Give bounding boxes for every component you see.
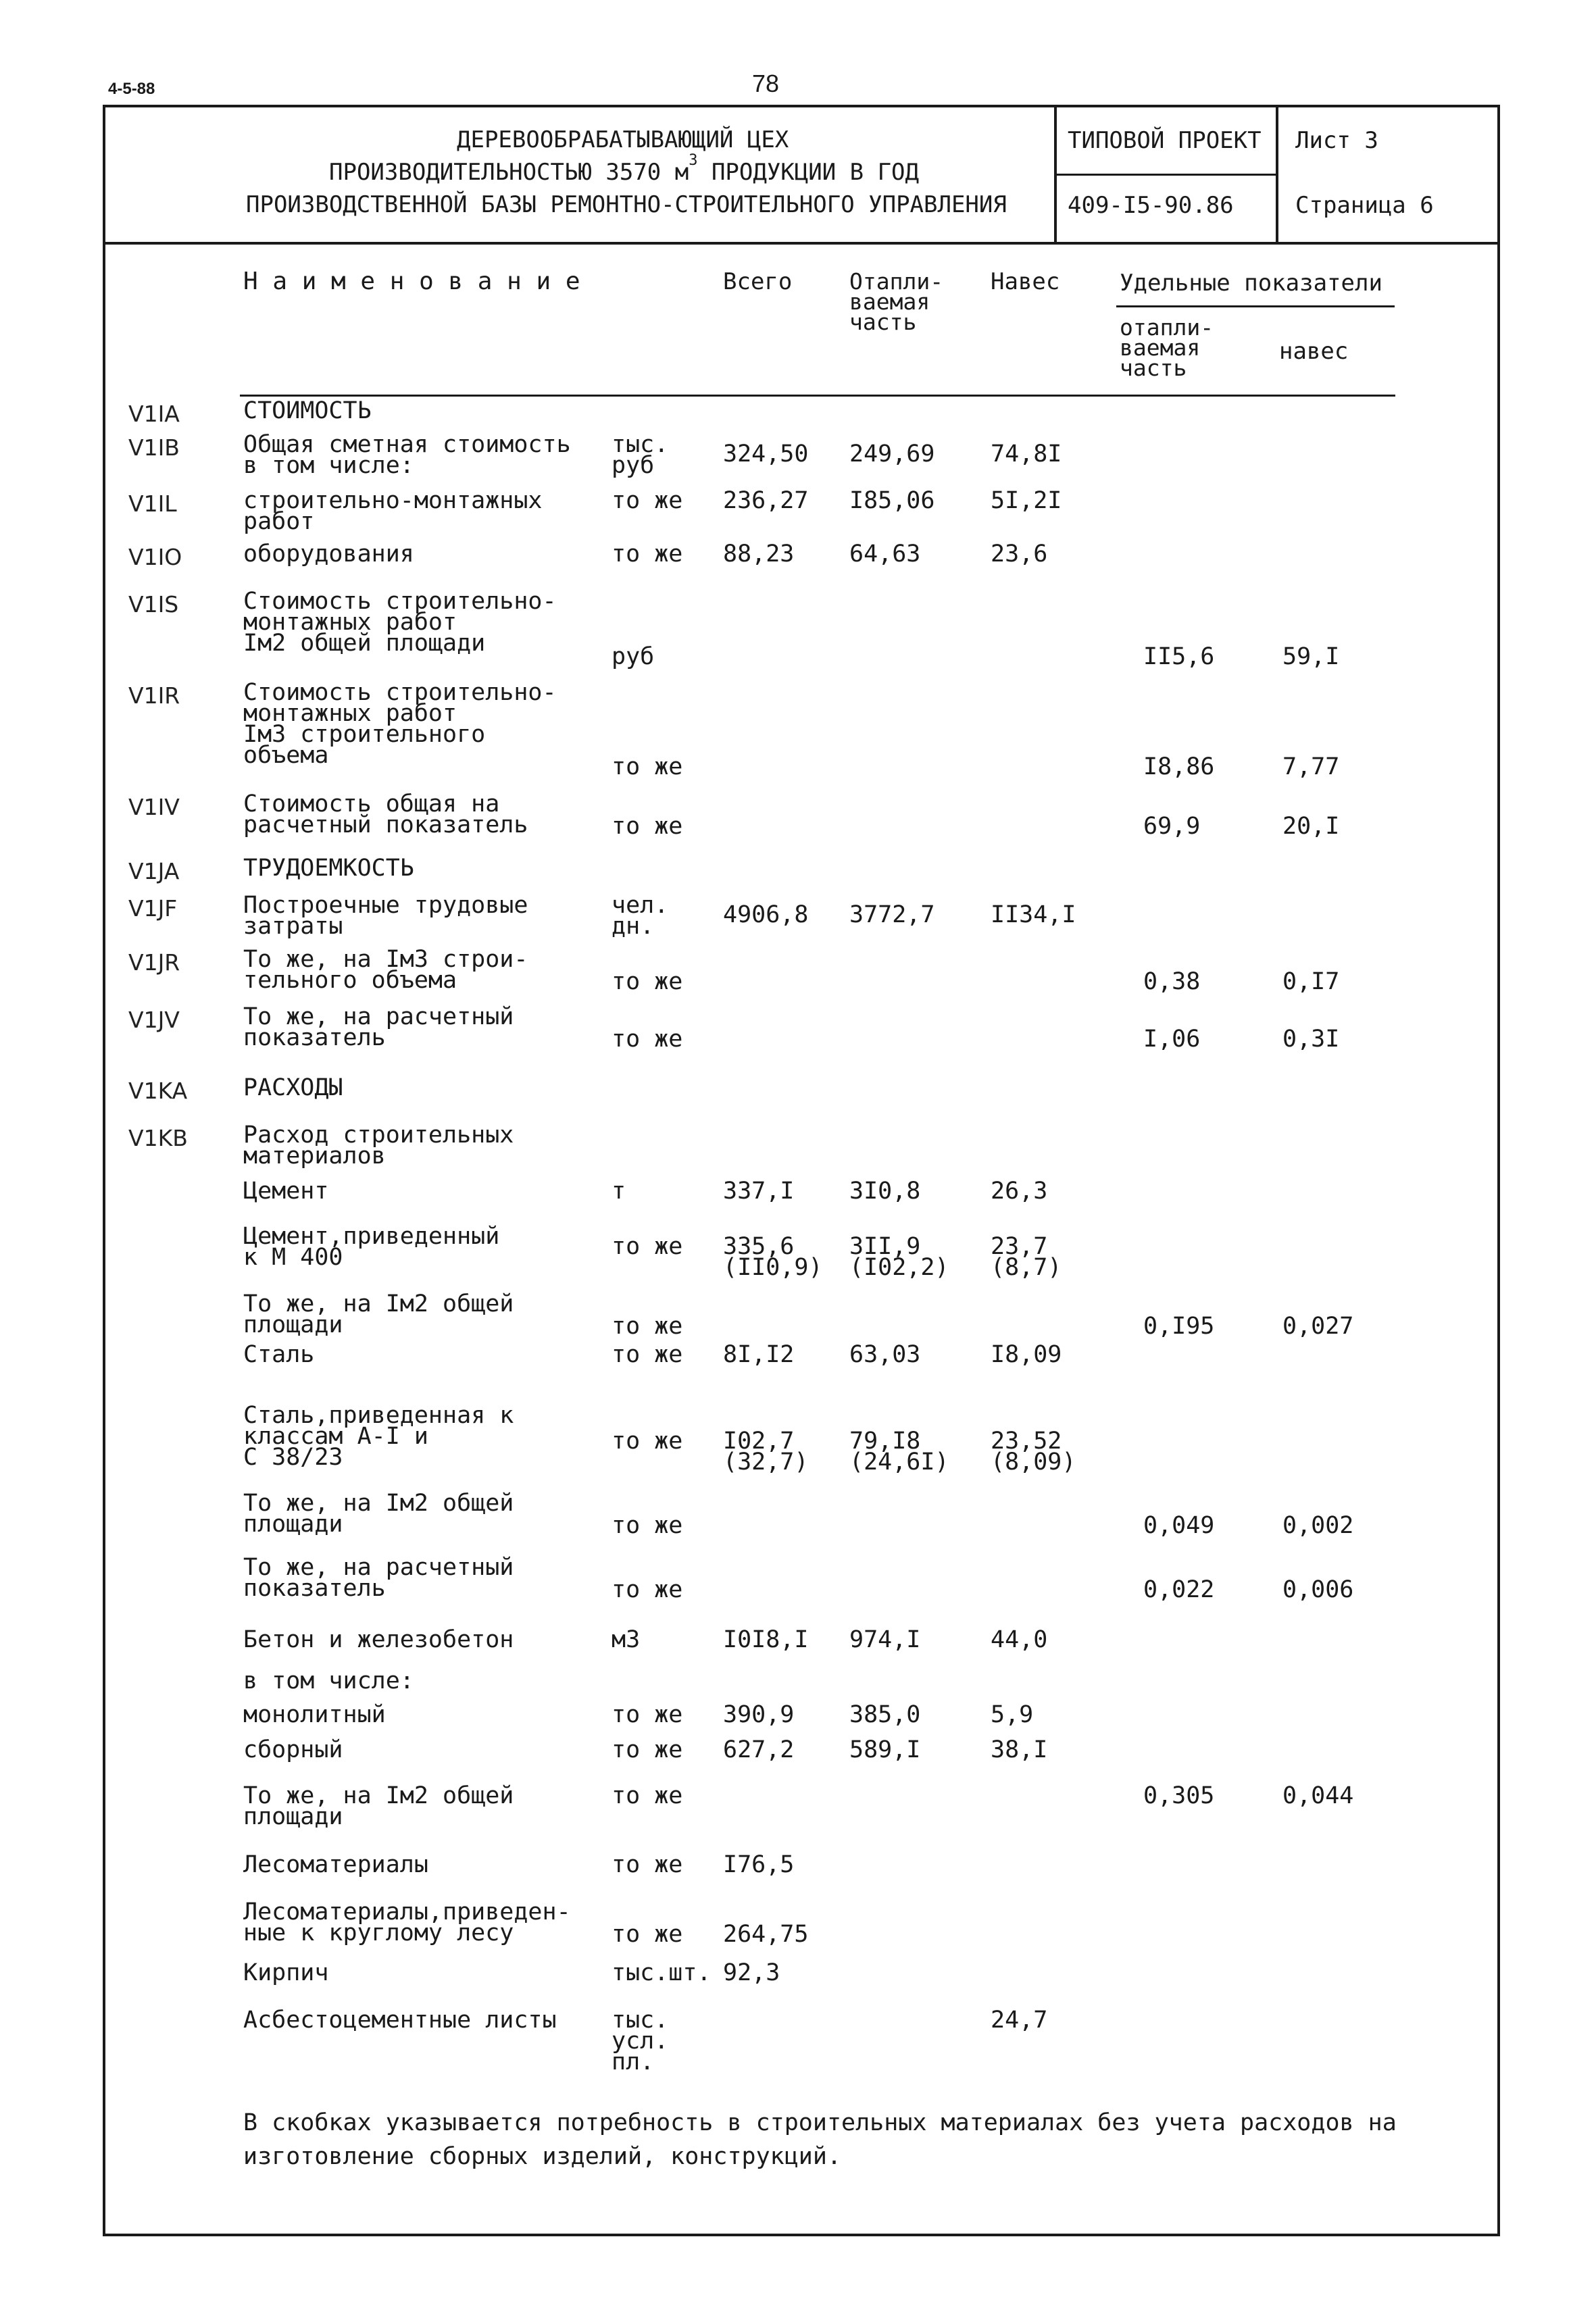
row-heated: 249,69 — [849, 441, 935, 468]
row-specific-canopy: 0,I7 — [1282, 968, 1340, 995]
title-line-2-text: ПРОИЗВОДИТЕЛЬНОСТЬЮ 3570 м — [329, 159, 689, 186]
row-unit: то же — [612, 1921, 683, 1948]
row-unit: руб — [612, 452, 655, 479]
row-name: Iм2 общей площади — [243, 630, 486, 657]
row-heated: (I02,2) — [849, 1254, 949, 1281]
row-name: То же, на Iм2 общей — [243, 1490, 514, 1517]
row-name: сборный — [243, 1736, 343, 1763]
row-heated: 79,I8 — [849, 1428, 921, 1455]
row-name: Цемент — [243, 1178, 329, 1205]
row-name: Iм3 строительного — [243, 721, 486, 748]
row-unit: то же — [612, 1576, 683, 1603]
row-specific-heated: I,06 — [1143, 1026, 1201, 1053]
row-unit: то же — [612, 1782, 683, 1809]
row-name: тельного объема — [243, 967, 457, 994]
title-line-2 — [329, 152, 919, 186]
row-total: 390,9 — [723, 1701, 795, 1728]
row-unit: пл. — [612, 2048, 655, 2076]
row-name: затраты — [243, 913, 343, 940]
row-code: V1JV — [128, 1007, 180, 1033]
row-total: 335,6 — [723, 1233, 795, 1260]
row-total: 324,50 — [723, 441, 809, 468]
row-unit: т — [612, 1178, 626, 1205]
row-name: монтажных работ — [243, 700, 457, 727]
row-name: Построечные трудовые — [243, 892, 528, 919]
row-total: (II0,9) — [723, 1254, 823, 1281]
row-name: С 38/23 — [243, 1444, 343, 1471]
row-name: монолитный — [243, 1701, 386, 1728]
row-code: V1IO — [128, 544, 182, 570]
header-total: Всего — [723, 268, 793, 295]
row-name: расчетный показатель — [243, 811, 528, 838]
row-name: То же, на расчетный — [243, 1003, 514, 1030]
row-name: площади — [243, 1803, 343, 1830]
row-total: (32,7) — [723, 1449, 809, 1476]
row-code: V1JF — [128, 895, 178, 922]
row-name: показатель — [243, 1024, 386, 1051]
row-unit: то же — [612, 1512, 683, 1539]
row-name: строительно-монтажных — [243, 487, 543, 514]
row-name: показатель — [243, 1575, 386, 1602]
row-code: V1KA — [128, 1078, 188, 1104]
row-specific-canopy: 0,006 — [1282, 1576, 1354, 1603]
row-total: 88,23 — [723, 540, 795, 568]
row-name: Сталь,приведенная к — [243, 1402, 514, 1429]
row-specific-heated: 0,022 — [1143, 1576, 1215, 1603]
row-name: ные к круглому лесу — [243, 1919, 514, 1946]
row-canopy: 23,7 — [991, 1233, 1048, 1260]
row-specific-heated: 0,049 — [1143, 1512, 1215, 1539]
row-heated: 3II,9 — [849, 1233, 921, 1260]
row-code: V1IL — [128, 491, 177, 517]
row-name: ТРУДОЕМКОСТЬ — [243, 855, 414, 882]
row-code: V1IB — [128, 434, 180, 461]
row-unit: то же — [612, 753, 683, 780]
row-specific-canopy: 0,044 — [1282, 1782, 1354, 1809]
row-heated: 589,I — [849, 1736, 921, 1763]
row-unit: то же — [612, 487, 683, 514]
title-line-2-tail: ПРОДУКЦИИ В ГОД — [697, 159, 919, 186]
row-name: площади — [243, 1511, 343, 1538]
row-canopy: 24,7 — [991, 2007, 1048, 2034]
row-total: I0I8,I — [723, 1626, 809, 1653]
project-label: ТИПОВОЙ ПРОЕКТ — [1068, 127, 1262, 154]
row-name: Лесоматериалы — [243, 1851, 428, 1878]
row-total: 236,27 — [723, 487, 809, 514]
header-spec-heated-2: ваемая — [1120, 334, 1201, 361]
header-spec-canopy: навес — [1279, 338, 1349, 365]
row-name: Стоимость строительно- — [243, 679, 557, 706]
row-canopy: 38,I — [991, 1736, 1048, 1763]
row-name: РАСХОДЫ — [243, 1074, 343, 1101]
header-heated-3: часть — [849, 309, 917, 335]
header-specific: Удельные показатели — [1120, 270, 1382, 297]
row-specific-canopy: 0,3I — [1282, 1026, 1340, 1053]
row-unit: усл. — [612, 2028, 669, 2055]
row-unit: то же — [612, 1736, 683, 1763]
row-heated: 974,I — [849, 1626, 921, 1653]
row-name: монтажных работ — [243, 609, 457, 636]
sheet-label: Лист 3 — [1295, 127, 1378, 154]
row-total: I02,7 — [723, 1428, 795, 1455]
row-name: материалов — [243, 1142, 386, 1169]
row-name: Расход строительных — [243, 1122, 514, 1149]
row-name: То же, на Iм3 строи- — [243, 946, 528, 973]
row-total: 627,2 — [723, 1736, 795, 1763]
row-name: Цемент,приведенный — [243, 1223, 500, 1250]
row-name: Стоимость строительно- — [243, 588, 557, 615]
corner-code: 4-5-88 — [108, 80, 155, 98]
row-canopy: (8,7) — [991, 1254, 1062, 1281]
header-heated-2: ваемая — [849, 288, 930, 315]
row-name: к М 400 — [243, 1244, 343, 1271]
row-specific-heated: II5,6 — [1143, 643, 1215, 670]
header-spec-heated-3: часть — [1120, 355, 1187, 381]
row-heated: I85,06 — [849, 487, 935, 514]
row-name: Общая сметная стоимость — [243, 431, 571, 458]
row-canopy: II34,I — [991, 901, 1076, 928]
row-total: 4906,8 — [723, 901, 809, 928]
header-heated-1: Отапли- — [849, 268, 944, 295]
row-total: 8I,I2 — [723, 1341, 795, 1368]
row-name: То же, на расчетный — [243, 1554, 514, 1581]
row-total: 264,75 — [723, 1921, 809, 1948]
row-code: V1IV — [128, 794, 180, 820]
title-project-divider — [1054, 174, 1277, 176]
row-canopy: 74,8I — [991, 441, 1062, 468]
row-unit: то же — [612, 968, 683, 995]
row-name: СТОИМОСТЬ — [243, 397, 372, 424]
row-name: в том числе: — [243, 452, 414, 479]
row-unit: то же — [612, 1851, 683, 1878]
row-name: оборудования — [243, 540, 414, 568]
row-unit: то же — [612, 1026, 683, 1053]
row-heated: 3I0,8 — [849, 1178, 921, 1205]
row-name: работ — [243, 508, 315, 535]
footnote-line-1: В скобках указывается потребность в строительных материалах без учета расходов на — [243, 2109, 1397, 2136]
row-unit: руб — [612, 643, 655, 670]
row-name: классам А-I и — [243, 1423, 428, 1450]
row-code: V1JR — [128, 949, 180, 976]
row-unit: дн. — [612, 913, 655, 940]
row-unit: тыс.шт. — [612, 1959, 712, 1986]
row-unit: то же — [612, 1428, 683, 1455]
row-name: То же, на Iм2 общей — [243, 1290, 514, 1317]
row-specific-heated: I8,86 — [1143, 753, 1215, 780]
row-unit: тыс. — [612, 2007, 669, 2034]
header-spec-heated-1: отапли- — [1120, 314, 1214, 341]
row-unit: то же — [612, 1233, 683, 1260]
row-specific-heated: 0,38 — [1143, 968, 1201, 995]
row-unit: то же — [612, 540, 683, 568]
row-heated: (24,6I) — [849, 1449, 949, 1476]
row-canopy: 5,9 — [991, 1701, 1034, 1728]
title-line-3: ПРОИЗВОДСТВЕННОЙ БАЗЫ РЕМОНТНО-СТРОИТЕЛЬНОГО УПРАВЛЕНИЯ — [246, 191, 1007, 218]
row-specific-canopy: 0,027 — [1282, 1313, 1354, 1340]
row-heated: 385,0 — [849, 1701, 921, 1728]
header-bottom-rule — [240, 395, 1395, 397]
row-canopy: 23,52 — [991, 1428, 1062, 1455]
row-total: I76,5 — [723, 1851, 795, 1878]
row-total: 92,3 — [723, 1959, 780, 1986]
row-name: Лесоматериалы,приведен- — [243, 1898, 571, 1926]
page-number: 78 — [752, 70, 780, 97]
row-name: площади — [243, 1311, 343, 1338]
row-name: в том числе: — [243, 1667, 414, 1694]
row-unit: м3 — [612, 1626, 641, 1653]
row-unit: чел. — [612, 892, 669, 919]
row-canopy: I8,09 — [991, 1341, 1062, 1368]
footnote-line-2: изготовление сборных изделий, конструкций. — [243, 2143, 842, 2170]
page-label: Страница 6 — [1295, 192, 1434, 219]
title-line-2-sup: 3 — [689, 152, 698, 169]
row-heated: 63,03 — [849, 1341, 921, 1368]
row-name: То же, на Iм2 общей — [243, 1782, 514, 1809]
row-unit: то же — [612, 813, 683, 840]
row-unit: тыс. — [612, 431, 669, 458]
row-name: Сталь — [243, 1341, 315, 1368]
row-specific-canopy: 7,77 — [1282, 753, 1340, 780]
row-name: объема — [243, 742, 329, 769]
header-canopy: Навес — [991, 268, 1060, 295]
row-name: Асбестоцементные листы — [243, 2007, 557, 2034]
row-unit: то же — [612, 1313, 683, 1340]
row-code: V1KB — [128, 1125, 188, 1151]
row-name: Кирпич — [243, 1959, 329, 1986]
row-heated: 3772,7 — [849, 901, 935, 928]
row-unit: то же — [612, 1341, 683, 1368]
row-code: V1IR — [128, 682, 180, 709]
row-specific-heated: 0,305 — [1143, 1782, 1215, 1809]
row-specific-canopy: 0,002 — [1282, 1512, 1354, 1539]
row-specific-canopy: 59,I — [1282, 643, 1340, 670]
row-code: V1JA — [128, 858, 180, 884]
row-heated: 64,63 — [849, 540, 921, 568]
row-specific-heated: 69,9 — [1143, 813, 1201, 840]
row-name: Стоимость общая на — [243, 790, 500, 818]
row-unit: то же — [612, 1701, 683, 1728]
row-total: 337,I — [723, 1178, 795, 1205]
row-specific-heated: 0,I95 — [1143, 1313, 1215, 1340]
row-canopy: 5I,2I — [991, 487, 1062, 514]
row-name: Бетон и железобетон — [243, 1626, 514, 1653]
header-name: Н а и м е н о в а н и е — [243, 268, 580, 295]
header-specific-underline — [1116, 305, 1395, 307]
row-canopy: 23,6 — [991, 540, 1048, 568]
row-canopy: 26,3 — [991, 1178, 1048, 1205]
row-canopy: (8,09) — [991, 1449, 1076, 1476]
row-specific-canopy: 20,I — [1282, 813, 1340, 840]
project-number: 409-I5-90.86 — [1068, 192, 1234, 219]
title-block-divider — [103, 242, 1500, 245]
row-canopy: 44,0 — [991, 1626, 1048, 1653]
row-code: V1IA — [128, 401, 180, 427]
title-line-1: ДЕРЕВООБРАБАТЫВАЮЩИЙ ЦЕХ — [457, 126, 789, 153]
row-code: V1IS — [128, 591, 179, 618]
